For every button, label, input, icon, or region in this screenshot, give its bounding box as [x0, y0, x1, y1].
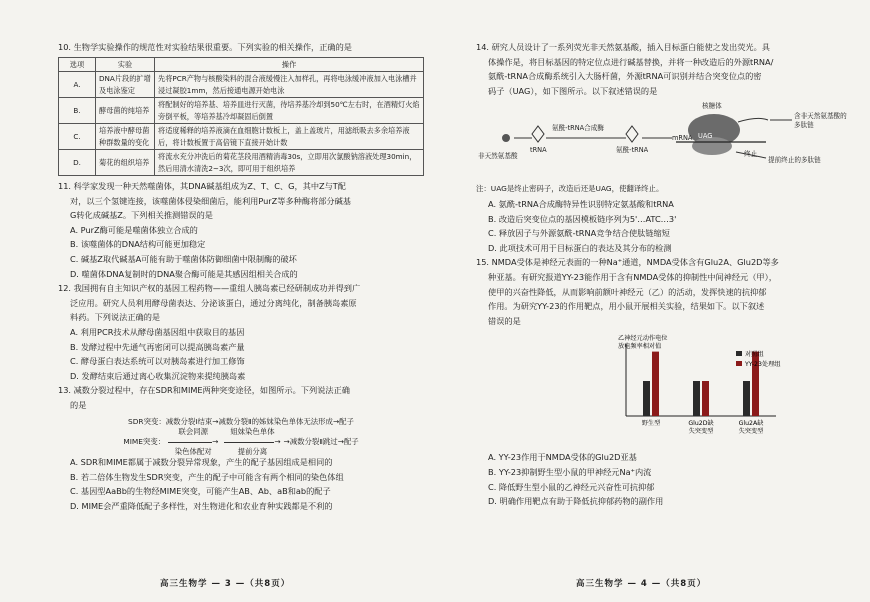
mime-step-1: 联会同源 → 染色体配对	[168, 427, 218, 457]
q13-sdr-pathway: SDR突变：减数分裂Ⅰ结束→减数分裂Ⅱ的姊妹染色单体无法形成→配子	[128, 416, 354, 426]
q11-stem-2: 对，以三个氢键连接，该噬菌体侵染细菌后，能利用PurZ等多种酶将部分碱基	[70, 195, 351, 206]
x-tick-label: 野生型	[641, 420, 661, 428]
cell: 菊花的组织培养	[96, 150, 155, 176]
mime-step-1-bottom: 染色体配对	[174, 447, 212, 457]
amino-acid-icon	[502, 134, 510, 142]
q14-stem-2: 体操作是，将目标基因的特定位点进行碱基替换，并将一种改造后的外源tRNA/	[488, 56, 774, 67]
legend-swatch-0	[736, 351, 742, 356]
q10-table	[58, 57, 424, 177]
q12-option-b: B. 发酵过程中先通气再密闭可以提高胰岛素产量	[70, 341, 245, 352]
q15-option-b: B. YY-23抑制野生型小鼠的甲神经元Na⁺内流	[488, 466, 652, 477]
cell: DNA片段的扩增及电泳鉴定	[96, 72, 155, 98]
mime-step-1-top: 联会同源	[178, 427, 208, 437]
q14-option-b: B. 改造后突变位点的基因模板链序列为5'…ATC…3'	[488, 213, 677, 224]
bar-treated-1	[702, 381, 709, 416]
cell: 将配制好的培养基、培养皿进行灭菌，待培养基冷却到50℃左右时，在酒精灯火焰旁倒平板，等培养基冷却凝固后倒置	[155, 98, 424, 124]
q11-option-c: C. 碱基Z取代碱基A可能有助于噬菌体防御细菌中限制酶的破坏	[70, 254, 297, 265]
q12-stem-2: 泛应用。研究人员利用酵母菌表达、分泌该蛋白，通过分离纯化，制备胰岛素原	[70, 297, 357, 308]
table-row	[59, 150, 424, 176]
x-tick-label: Glu2A缺	[738, 420, 764, 428]
q11-option-b: B. 该噬菌体的DNA结构可能更加稳定	[70, 239, 206, 250]
trna-icon	[532, 126, 544, 142]
cell: A.	[59, 72, 96, 98]
cell: 将流水充分冲洗后的菊花茎段用酒精消毒30s，立即用次氯酸钠溶液处理30min，然后用清水清洗2~3次，即可用于组织培养	[155, 150, 424, 176]
x-tick-label: Glu2D缺	[688, 420, 714, 428]
fig-label-mrna: mRNA	[672, 134, 693, 143]
th-operation: 操作	[155, 57, 424, 72]
legend-label-0: 对照组	[745, 351, 764, 359]
cell: 酵母菌的纯培养	[96, 98, 155, 124]
fig-label-fluor-polypeptide: 含非天然氨基酸的多肽链	[794, 112, 847, 129]
q12-option-a: A. 利用PCR技术从酵母菌基因组中获取目的基因	[70, 327, 245, 338]
fig-label-stop: 终止	[744, 150, 758, 159]
cell: D.	[59, 150, 96, 176]
q12-option-c: C. 酵母蛋白表达系统可以对胰岛素进行加工修饰	[70, 356, 245, 367]
q15-option-a: A. YY-23作用于NMDA受体的Glu2D亚基	[488, 452, 637, 463]
q14-stem-3: 氨酰-tRNA合成酶系统引入大肠杆菌，外源tRNA可识别并结合突变位点的密	[488, 71, 762, 82]
q15-option-c: C. 降低野生型小鼠的乙神经元兴奋性可抗抑郁	[488, 481, 655, 492]
aminoacyl-trna-icon	[626, 126, 638, 142]
q15-stem-5: 错误的是	[488, 315, 521, 326]
fig-label-terminated: 提前终止的多肽链	[768, 156, 821, 165]
q12-option-d: D. 发酵结束后通过离心收集沉淀物来提纯胰岛素	[70, 370, 246, 381]
q14-stem-4: 码子（UAG），如下图所示。以下叙述错误的是	[488, 85, 658, 96]
q14-stem-1: 14. 研究人员设计了一系列荧光非天然氨基酸，插入目标蛋白能使之发出荧光。具	[476, 42, 770, 52]
bar-control-2	[743, 381, 750, 416]
q11-stem-3: G转化成碱基Z。下列相关推测错误的是	[70, 210, 213, 221]
q12-stem-1: 12. 我国拥有自主知识产权的基因工程药物——重组人胰岛素已经研制成功并得到广	[58, 283, 361, 294]
q15-stem-2: 种亚基。有研究报道YY-23能作用于含有NMDA受体的抑制性中间神经元（甲），	[488, 271, 777, 282]
x-tick-label: 失突变型	[688, 428, 714, 436]
q14-option-d: D. 此项技术可用于目标蛋白的表达及其分布的检测	[488, 242, 672, 253]
q13-stem-2: 的是	[70, 400, 87, 410]
cell: C.	[59, 124, 96, 150]
table-row	[59, 72, 424, 98]
q11-stem-1: 11. 科学家发现一种天然噬菌体，其DNA碱基组成为Z、T、C、G，其中Z与T配	[58, 181, 346, 192]
polypeptide-icon	[738, 119, 768, 123]
mime-step-2: 姐妹染色单体 → 提前分离	[224, 427, 280, 457]
y-axis-label-line-2: 放电频率相对值	[618, 343, 662, 351]
mime-label: MIME突变：	[123, 437, 166, 447]
arrow-line	[224, 442, 274, 443]
q15-stem-3: 使甲的兴奋性降低，从而影响前额叶神经元（乙）的活动，发挥快速的抗抑郁	[488, 286, 767, 297]
q13-option-a: A. SDR和MIME都属于减数分裂异常现象，产生的配子基因组成是相同的	[70, 457, 333, 468]
page-3	[58, 40, 424, 514]
legend-label-1: YY-23处理组	[745, 361, 781, 369]
th-experiment: 实验	[96, 57, 155, 72]
q15-stem-4: 作用。为研究YY-23的作用靶点，用小鼠开展相关实验，结果如下。以下叙述	[488, 301, 765, 312]
q11-option-a: A. PurZ酶可能是噬菌体独立合成的	[70, 224, 198, 235]
q11-option-d: D. 噬菌体DNA复制时的DNA聚合酶可能是其感因组相关合成的	[70, 268, 298, 279]
legend-swatch-1	[736, 361, 742, 366]
bar-control-1	[693, 381, 700, 416]
fig-label-aminoacyl-trna: 氨酰-tRNA	[616, 146, 649, 155]
fig-label-unnatural-aa: 非天然氨基酸	[478, 152, 518, 161]
q13-option-b: B. 若二倍体生物发生SDR突变，产生的配子中可能含有两个相同的染色体组	[70, 471, 344, 482]
mime-step-3: →减数分裂Ⅱ跳过→配子	[283, 437, 359, 447]
arrow-line	[168, 442, 212, 443]
mime-step-2-bottom: 提前分离	[237, 447, 268, 457]
table-row	[59, 124, 424, 150]
q15-option-d: D. 明确作用靶点有助于降低抗抑郁药物的副作用	[488, 496, 664, 507]
q12-stem-3: 料药。下列说法正确的是	[70, 312, 161, 323]
bar-control-0	[643, 381, 650, 416]
page-3-footer: 高三生物学 — 3 —（共8页）	[160, 579, 291, 589]
cell: 先将PCR产物与核酸染料的混合液缓慢注入加样孔，再将电泳缓冲液加入电泳槽并浸过凝胶1mm，然后接通电源开始电泳	[155, 72, 424, 98]
q14-option-c: C. 释放因子与外源氨酰-tRNA竞争结合使肽链缩短	[488, 228, 670, 239]
page-4	[476, 40, 846, 509]
bar-treated-0	[652, 352, 659, 416]
mime-step-2-top: 姐妹染色单体	[230, 427, 275, 437]
q10-stem: 10. 生物学实验操作的规范性对实验结果很重要。下列实验的相关操作，正确的是	[58, 42, 352, 52]
q13-option-d: D. MIME会严重降低配子多样性，对生物进化和农业育种实践都是不利的	[70, 500, 333, 511]
q13-option-c: C. 基因型AaBb的生物经MIME突变，可能产生AB、Ab、aB和ab的配子	[70, 486, 331, 497]
fig-label-synthetase: 氨酰-tRNA合成酶	[552, 124, 604, 133]
q13-stem-1: 13. 减数分裂过程中，存在SDR和MIME两种突变途径，如图所示。下列说法正确	[58, 385, 350, 396]
x-tick-label: 失突变型	[738, 428, 764, 436]
q14-figure-note: 注：UAG是终止密码子，改造后还是UAG，使翻译终止。	[476, 184, 664, 194]
cell: B.	[59, 98, 96, 124]
y-axis-label-line-1: 乙神经元动作电位	[618, 335, 668, 343]
q14-option-a: A. 氨酰-tRNA合成酶特异性识别特定氨基酸和tRNA	[488, 198, 674, 209]
table-row	[59, 98, 424, 124]
page-4-footer: 高三生物学 — 4 —（共8页）	[576, 579, 707, 589]
fig-label-uag: UAG	[698, 132, 713, 141]
q15-bar-chart	[586, 332, 836, 502]
th-option: 选项	[59, 57, 96, 72]
q13-mime-pathway	[58, 429, 424, 455]
fig-label-trna: tRNA	[530, 146, 547, 155]
q14-translation-diagram	[476, 100, 846, 180]
fig-label-ribosome: 核糖体	[702, 102, 722, 111]
cell: 将适度稀释的培养液滴在血细胞计数板上，盖上盖玻片，用滤纸吸去多余培养液后，将计数板置于高倍镜下直接开始计数	[155, 124, 424, 150]
q15-stem-1: 15. NMDA受体是神经元表面的一种Na⁺通道，NMDA受体含有Glu2A、Glu2D等多	[476, 257, 779, 268]
cell: 培养液中酵母菌种群数量的变化	[96, 124, 155, 150]
bar-chart-svg	[586, 332, 836, 450]
